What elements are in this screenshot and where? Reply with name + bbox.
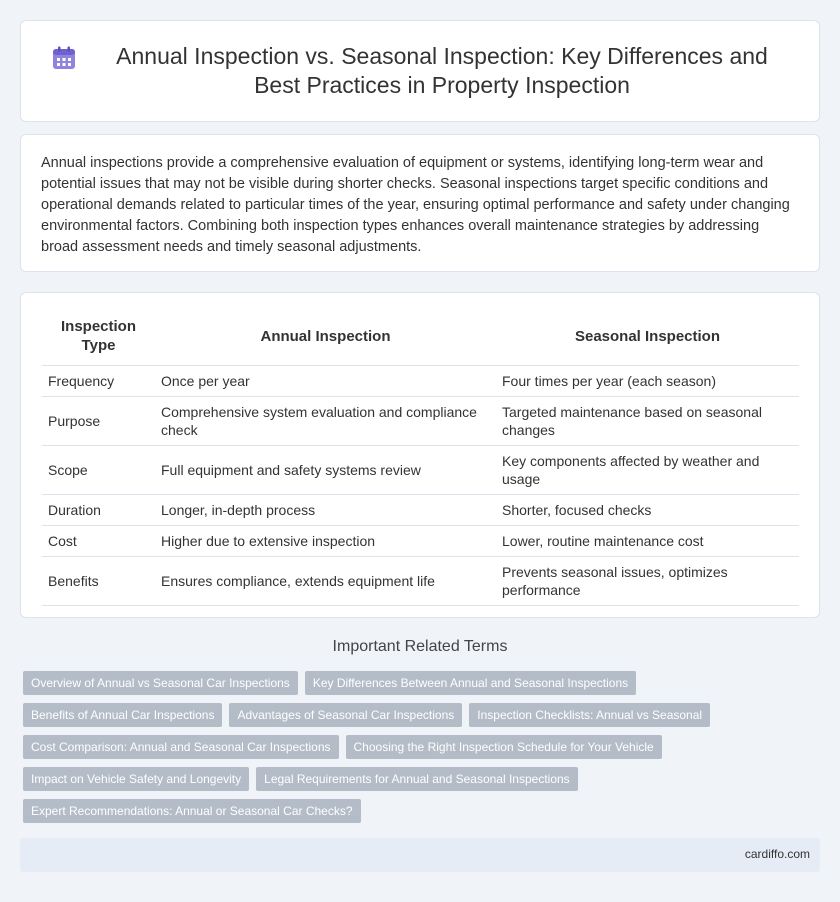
seasonal-cell: Shorter, focused checks	[496, 495, 799, 526]
footer-site-link[interactable]: cardiffo.com	[744, 847, 810, 861]
row-label: Benefits	[42, 557, 155, 606]
seasonal-cell: Lower, routine maintenance cost	[496, 526, 799, 557]
annual-cell: Full equipment and safety systems review	[155, 446, 496, 495]
annual-cell: Longer, in-depth process	[155, 495, 496, 526]
title-card	[20, 20, 820, 122]
table-row	[42, 397, 799, 446]
seasonal-cell: Four times per year (each season)	[496, 366, 799, 397]
column-header-seasonal: Seasonal Inspection	[496, 307, 799, 366]
row-label: Duration	[42, 495, 155, 526]
row-label: Purpose	[42, 397, 155, 446]
calendar-icon	[51, 45, 77, 71]
related-term-tag[interactable]: Choosing the Right Inspection Schedule for Your Vehicle	[346, 735, 662, 759]
table-row	[42, 366, 799, 397]
annual-cell: Comprehensive system evaluation and compliance check	[155, 397, 496, 446]
row-label: Cost	[42, 526, 155, 557]
table-row	[42, 495, 799, 526]
intro-card	[20, 134, 820, 272]
annual-cell: Ensures compliance, extends equipment life	[155, 557, 496, 606]
column-header-type: Inspection Type	[42, 307, 155, 366]
table-row	[42, 446, 799, 495]
related-term-tag[interactable]: Benefits of Annual Car Inspections	[23, 703, 222, 727]
intro-paragraph: Annual inspections provide a comprehensive evaluation of equipment or systems, identifying long-term wear and potential issues that may not be visible during shorter checks. Seasonal inspections target specific conditions and operational demands related to particular times of the year, ensuring optimal performance and safety under changing environmental factors. Combining both inspection types enhances overall maintenance strategies by addressing broad assessment needs and timely seasonal adjustments.	[41, 155, 790, 255]
table-header-row	[42, 307, 799, 366]
annual-cell: Once per year	[155, 366, 496, 397]
footer-bar	[20, 838, 820, 872]
related-terms-heading: Important Related Terms	[332, 638, 508, 655]
seasonal-cell: Prevents seasonal issues, optimizes performance	[496, 557, 799, 606]
annual-cell: Higher due to extensive inspection	[155, 526, 496, 557]
related-term-tag[interactable]: Legal Requirements for Annual and Seasonal Inspections	[256, 767, 578, 791]
page-title: Annual Inspection vs. Seasonal Inspection: Key Differences and Best Practices in Property Inspection	[116, 43, 768, 98]
related-term-tag[interactable]: Key Differences Between Annual and Seasonal Inspections	[305, 671, 636, 695]
related-term-tag[interactable]: Inspection Checklists: Annual vs Seasonal	[469, 703, 710, 727]
column-header-annual: Annual Inspection	[155, 307, 496, 366]
row-label: Frequency	[42, 366, 155, 397]
related-terms-list	[23, 671, 823, 831]
related-term-tag[interactable]: Overview of Annual vs Seasonal Car Inspections	[23, 671, 298, 695]
comparison-table	[42, 307, 799, 606]
table-row	[42, 557, 799, 606]
seasonal-cell: Targeted maintenance based on seasonal changes	[496, 397, 799, 446]
related-term-tag[interactable]: Expert Recommendations: Annual or Seasonal Car Checks?	[23, 799, 361, 823]
table-row	[42, 526, 799, 557]
related-term-tag[interactable]: Impact on Vehicle Safety and Longevity	[23, 767, 249, 791]
comparison-table-card	[20, 292, 820, 618]
row-label: Scope	[42, 446, 155, 495]
related-term-tag[interactable]: Advantages of Seasonal Car Inspections	[229, 703, 462, 727]
seasonal-cell: Key components affected by weather and usage	[496, 446, 799, 495]
related-term-tag[interactable]: Cost Comparison: Annual and Seasonal Car Inspections	[23, 735, 339, 759]
